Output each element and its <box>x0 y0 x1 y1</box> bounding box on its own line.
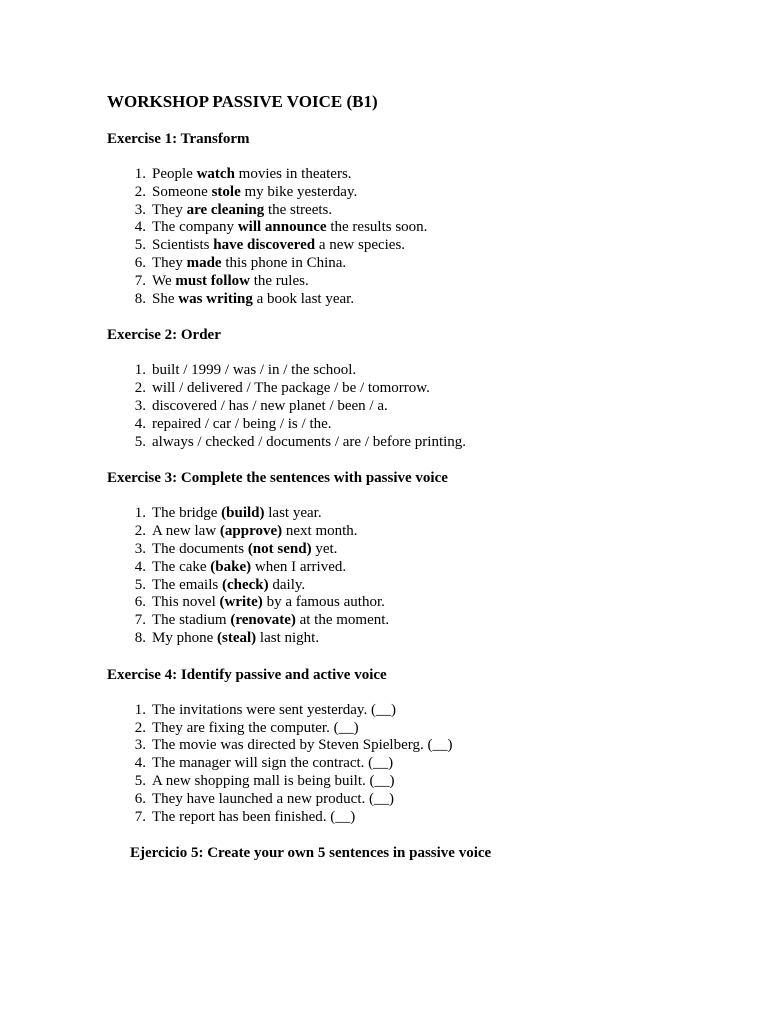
item-number: 2. <box>134 380 146 397</box>
item-number: 1. <box>134 701 146 718</box>
item-text: They are fixing the computer. (__) <box>152 719 359 736</box>
item-number: 8. <box>134 629 146 646</box>
exercise-2-section <box>107 326 707 469</box>
list-item <box>107 612 707 630</box>
item-bold-text: are cleaning <box>186 201 265 218</box>
item-text-after: a book last year. <box>252 290 355 307</box>
item-number: 5. <box>134 576 146 593</box>
list-item <box>107 755 707 773</box>
list-item <box>107 773 707 791</box>
exercises-container <box>107 130 707 844</box>
item-text: The emails <box>152 576 222 593</box>
item-number: 4. <box>134 558 146 575</box>
item-text: My phone <box>152 629 217 646</box>
item-number: 6. <box>134 254 146 271</box>
list-item <box>107 219 707 237</box>
page-title: WORKSHOP PASSIVE VOICE (B1) <box>107 92 378 111</box>
item-bold-text: (bake) <box>210 558 252 575</box>
item-bold-text: (not send) <box>247 540 312 557</box>
item-bold-text: (steal) <box>217 629 257 646</box>
item-bold-text: have discovered <box>213 237 316 254</box>
item-number: 8. <box>134 290 146 307</box>
item-number: 5. <box>134 237 146 254</box>
item-number: 7. <box>134 612 146 629</box>
item-text: built / 1999 / was / in / the school. <box>152 362 357 379</box>
item-bold-text: (check) <box>221 576 269 593</box>
list-item <box>107 184 707 202</box>
list-item <box>107 166 707 184</box>
item-text: A new law <box>152 523 220 540</box>
item-bold-text: watch <box>196 166 235 182</box>
item-number: 2. <box>134 719 146 736</box>
list-item <box>107 577 707 595</box>
item-bold-text: will announce <box>237 219 327 236</box>
item-text: The documents <box>152 540 248 557</box>
exercise-1-section <box>107 130 707 326</box>
exercise-3-list <box>107 505 707 647</box>
item-text-after: this phone in China. <box>221 254 347 271</box>
exercise-2-list <box>107 362 707 451</box>
item-text-after: when I arrived. <box>251 558 347 575</box>
item-text-after: last year. <box>264 505 322 522</box>
list-item <box>107 720 707 738</box>
exercise-1-heading: Exercise 1: Transform <box>107 131 250 147</box>
item-bold-text: (renovate) <box>230 612 296 629</box>
list-item <box>107 594 707 612</box>
list-item <box>107 559 707 577</box>
item-text: Scientists <box>152 237 214 254</box>
list-item <box>107 702 707 720</box>
item-text-after: last night. <box>256 629 320 646</box>
item-text: They have launched a new product. (__) <box>152 790 394 807</box>
item-bold-text: (approve) <box>219 523 283 540</box>
list-item <box>107 202 707 220</box>
exercise-4-heading: Exercise 4: Identify passive and active voice <box>107 666 387 683</box>
item-text: The cake <box>152 558 211 575</box>
item-text: The company <box>152 219 238 236</box>
list-item <box>107 630 707 648</box>
item-text: They <box>152 254 187 271</box>
list-item <box>107 273 707 291</box>
item-number: 2. <box>134 523 146 540</box>
item-text: The invitations were sent yesterday. (__) <box>152 701 396 718</box>
list-item <box>107 398 707 416</box>
item-bold-text: stole <box>211 183 241 200</box>
list-item <box>107 791 707 809</box>
item-bold-text: made <box>186 254 222 271</box>
list-item <box>107 255 707 273</box>
item-bold-text: was writing <box>178 290 253 307</box>
item-text: People <box>152 166 197 182</box>
item-number: 5. <box>134 772 146 789</box>
item-text-after: my bike yesterday. <box>240 183 358 200</box>
item-text: She <box>152 290 179 307</box>
exercise-3-heading: Exercise 3: Complete the sentences with passive voice <box>107 470 448 487</box>
item-text: discovered / has / new planet / been / a. <box>152 397 388 414</box>
item-number: 5. <box>134 433 146 450</box>
list-item <box>107 737 707 755</box>
item-number: 3. <box>134 540 146 557</box>
item-text-after: movies in theaters. <box>234 166 352 182</box>
item-bold-text: (build) <box>221 505 265 522</box>
item-text: The stadium <box>152 612 231 629</box>
item-number: 3. <box>134 397 146 414</box>
item-text: Someone <box>152 183 212 200</box>
item-text-after: yet. <box>311 540 338 557</box>
item-text: We <box>152 272 176 289</box>
item-number: 7. <box>134 808 146 825</box>
item-text-after: at the moment. <box>295 612 390 629</box>
list-item <box>107 541 707 559</box>
item-bold-text: (write) <box>219 594 263 611</box>
exercise-3-section <box>107 469 707 665</box>
item-number: 7. <box>134 272 146 289</box>
exercise-4-list <box>107 702 707 827</box>
exercise-5-heading: Ejercicio 5: Create your own 5 sentences in passive voice <box>130 845 492 862</box>
item-number: 3. <box>134 201 146 218</box>
item-number: 1. <box>134 505 146 522</box>
list-item <box>107 291 707 309</box>
item-number: 2. <box>134 183 146 200</box>
item-text: always / checked / documents / are / before printing. <box>152 433 467 450</box>
item-text: The movie was directed by Steven Spielberg. (__) <box>152 737 453 754</box>
item-text: A new shopping mall is being built. (__) <box>152 772 395 789</box>
item-text: The bridge <box>152 505 222 522</box>
list-item <box>107 380 707 398</box>
list-item <box>107 362 707 380</box>
exercise-2-heading: Exercise 2: Order <box>107 327 221 344</box>
item-number: 1. <box>134 166 146 182</box>
list-item <box>107 237 707 255</box>
item-number: 4. <box>134 755 146 772</box>
item-text: They <box>152 201 187 218</box>
list-item <box>107 434 707 452</box>
item-text-after: next month. <box>282 523 358 540</box>
item-text-after: daily. <box>268 576 306 593</box>
item-text-after: a new species. <box>315 237 406 254</box>
item-text-after: the rules. <box>249 272 309 289</box>
item-number: 6. <box>134 594 146 611</box>
list-item <box>107 416 707 434</box>
item-text: This novel <box>152 594 220 611</box>
item-text: will / delivered / The package / be / tomorrow. <box>152 380 430 397</box>
item-text: The report has been finished. (__) <box>152 808 356 825</box>
item-bold-text: must follow <box>175 272 250 289</box>
exercise-1-list <box>107 166 707 308</box>
item-number: 4. <box>134 415 146 432</box>
item-text-after: by a famous author. <box>262 594 385 611</box>
list-item <box>107 523 707 541</box>
list-item <box>107 809 707 827</box>
item-text-after: the streets. <box>264 201 333 218</box>
exercise-4-section <box>107 666 707 845</box>
list-item <box>107 505 707 523</box>
item-number: 1. <box>134 362 146 379</box>
item-text: The manager will sign the contract. (__) <box>152 755 394 772</box>
item-number: 6. <box>134 790 146 807</box>
worksheet-page <box>107 92 707 862</box>
item-number: 4. <box>134 219 146 236</box>
item-text: repaired / car / being / is / the. <box>152 415 332 432</box>
item-text-after: the results soon. <box>326 219 428 236</box>
item-number: 3. <box>134 737 146 754</box>
